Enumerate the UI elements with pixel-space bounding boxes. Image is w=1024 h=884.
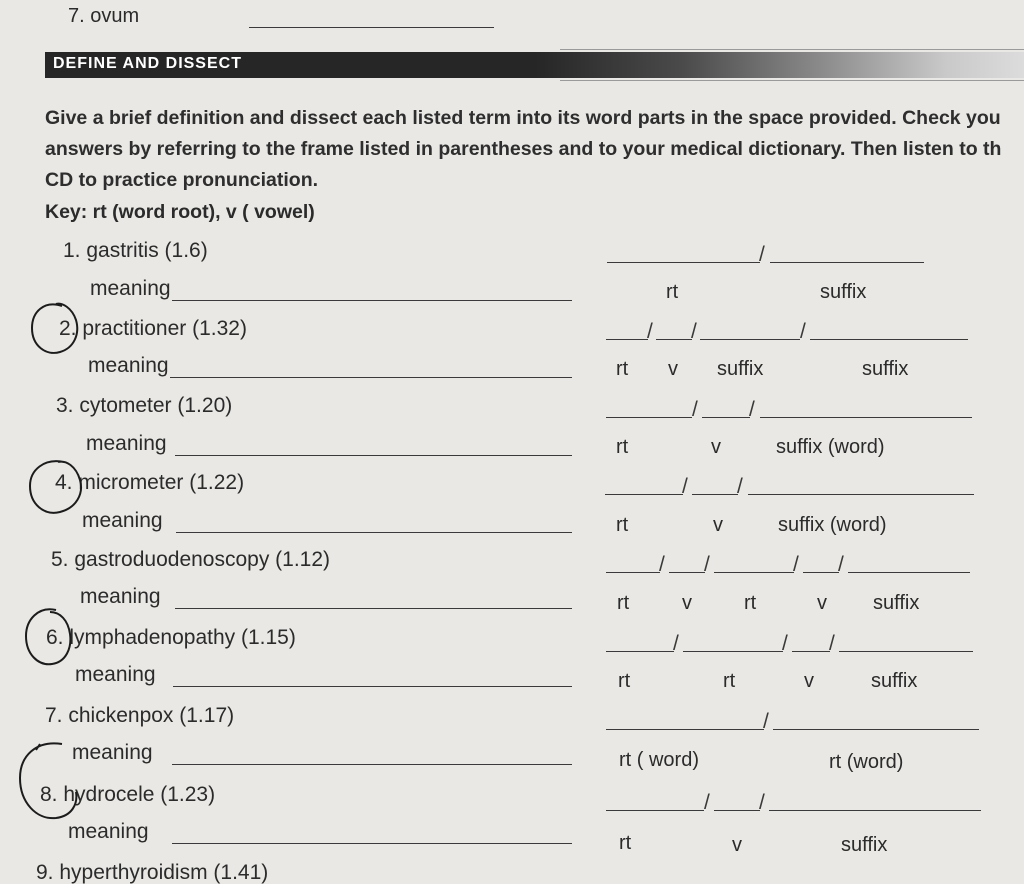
item-3-name: cytometer (1.20) bbox=[79, 394, 233, 417]
item-5-slash-3: / bbox=[793, 553, 799, 576]
item-5-meaning-label: meaning bbox=[80, 585, 161, 608]
item-7-label-rt-word-2: rt (word) bbox=[829, 751, 904, 773]
item-7-number: 7. bbox=[45, 704, 63, 727]
pen-circle-item-4 bbox=[30, 461, 81, 513]
item-5-number: 5. bbox=[51, 548, 69, 571]
header-item-term: ovum bbox=[90, 5, 140, 27]
instructions-line-2: answers by referring to the frame listed in parentheses and to your medical dictionary. Then listen to th bbox=[45, 138, 1002, 160]
section-title: DEFINE AND DISSECT bbox=[53, 55, 242, 72]
item-6-label-suffix: suffix bbox=[871, 670, 918, 692]
item-6-name: lymphadenopathy (1.15) bbox=[69, 626, 296, 649]
item-5-slash-2: / bbox=[704, 553, 710, 576]
item-1-name: gastritis (1.6) bbox=[86, 239, 208, 262]
item-2-label-suffix-2: suffix bbox=[862, 358, 909, 380]
item-2-label-suffix-1: suffix bbox=[717, 358, 764, 380]
item-4-meaning-label: meaning bbox=[82, 509, 163, 532]
instructions-line-1: Give a brief definition and dissect each listed term into its word parts in the space provided. Check you bbox=[45, 107, 1001, 129]
item-7-meaning-label: meaning bbox=[72, 741, 153, 764]
item-5-slash-1: / bbox=[659, 553, 665, 576]
item-2-number: 2. bbox=[59, 317, 77, 340]
item-4-number: 4. bbox=[55, 471, 73, 494]
item-2-label-rt: rt bbox=[616, 358, 629, 380]
item-7-label-rt-word-1: rt ( word) bbox=[619, 749, 699, 771]
item-9-name: hyperthyroidism (1.41) bbox=[59, 861, 269, 884]
item-3-label-v: v bbox=[711, 436, 721, 458]
item-2-label-v: v bbox=[668, 358, 678, 380]
item-2-slash-2: / bbox=[691, 320, 697, 343]
item-6-meaning-label: meaning bbox=[75, 663, 156, 686]
item-4-name: micrometer (1.22) bbox=[78, 471, 245, 494]
item-2-slash-3: / bbox=[800, 320, 806, 343]
item-5-label-suffix: suffix bbox=[873, 592, 920, 614]
pen-circle-item-2 bbox=[32, 304, 77, 353]
item-4-label-rt: rt bbox=[616, 514, 629, 536]
item-9-number: 9. bbox=[36, 861, 54, 884]
item-8-slash-2: / bbox=[759, 791, 765, 814]
item-6-number: 6. bbox=[46, 626, 64, 649]
item-4-slash-1: / bbox=[682, 475, 688, 498]
pen-circle-item-6 bbox=[26, 609, 70, 664]
item-8-label-v: v bbox=[732, 834, 742, 856]
item-2-slash-1: / bbox=[647, 320, 653, 343]
item-4-label-suffix: suffix (word) bbox=[778, 514, 887, 536]
item-1-slash: / bbox=[759, 243, 765, 266]
item-3-slash-1: / bbox=[692, 398, 698, 421]
item-8-name: hydrocele (1.23) bbox=[63, 783, 216, 806]
item-6-slash-3: / bbox=[829, 632, 835, 655]
item-8-number: 8. bbox=[40, 783, 58, 806]
item-3-slash-2: / bbox=[749, 398, 755, 421]
item-6-slash-1: / bbox=[673, 632, 679, 655]
pen-circle-item-8 bbox=[20, 743, 76, 818]
item-3-number: 3. bbox=[56, 394, 74, 417]
item-4-label-v: v bbox=[713, 514, 723, 536]
item-4-slash-2: / bbox=[737, 475, 743, 498]
key-legend: Key: rt (word root), v ( vowel) bbox=[45, 201, 315, 223]
item-1-meaning-label: meaning bbox=[90, 277, 171, 300]
item-7-slash: / bbox=[763, 710, 769, 733]
item-7-name: chickenpox (1.17) bbox=[68, 704, 235, 727]
item-6-label-rt-1: rt bbox=[618, 670, 631, 692]
item-3-label-suffix: suffix (word) bbox=[776, 436, 885, 458]
item-1-label-suffix: suffix bbox=[820, 281, 867, 303]
item-8-slash-1: / bbox=[704, 791, 710, 814]
item-8-label-rt: rt bbox=[619, 832, 632, 854]
item-2-name: practitioner (1.32) bbox=[82, 317, 247, 340]
item-5-label-v-1: v bbox=[682, 592, 692, 614]
item-5-name: gastroduodenoscopy (1.12) bbox=[74, 548, 331, 571]
item-5-label-rt-2: rt bbox=[744, 592, 757, 614]
item-5-label-v-2: v bbox=[817, 592, 827, 614]
item-5-slash-4: / bbox=[838, 553, 844, 576]
header-item-number: 7. bbox=[68, 5, 85, 27]
item-5-label-rt-1: rt bbox=[617, 592, 630, 614]
item-8-meaning-label: meaning bbox=[68, 820, 149, 843]
item-6-label-rt-2: rt bbox=[723, 670, 736, 692]
item-3-meaning-label: meaning bbox=[86, 432, 167, 455]
item-8-label-suffix: suffix bbox=[841, 834, 888, 856]
item-1-label-rt: rt bbox=[666, 281, 679, 303]
item-2-meaning-label: meaning bbox=[88, 354, 169, 377]
item-1-number: 1. bbox=[63, 239, 81, 262]
item-6-slash-2: / bbox=[782, 632, 788, 655]
item-3-label-rt: rt bbox=[616, 436, 629, 458]
instructions-line-3: CD to practice pronunciation. bbox=[45, 169, 319, 191]
item-6-label-v: v bbox=[804, 670, 814, 692]
